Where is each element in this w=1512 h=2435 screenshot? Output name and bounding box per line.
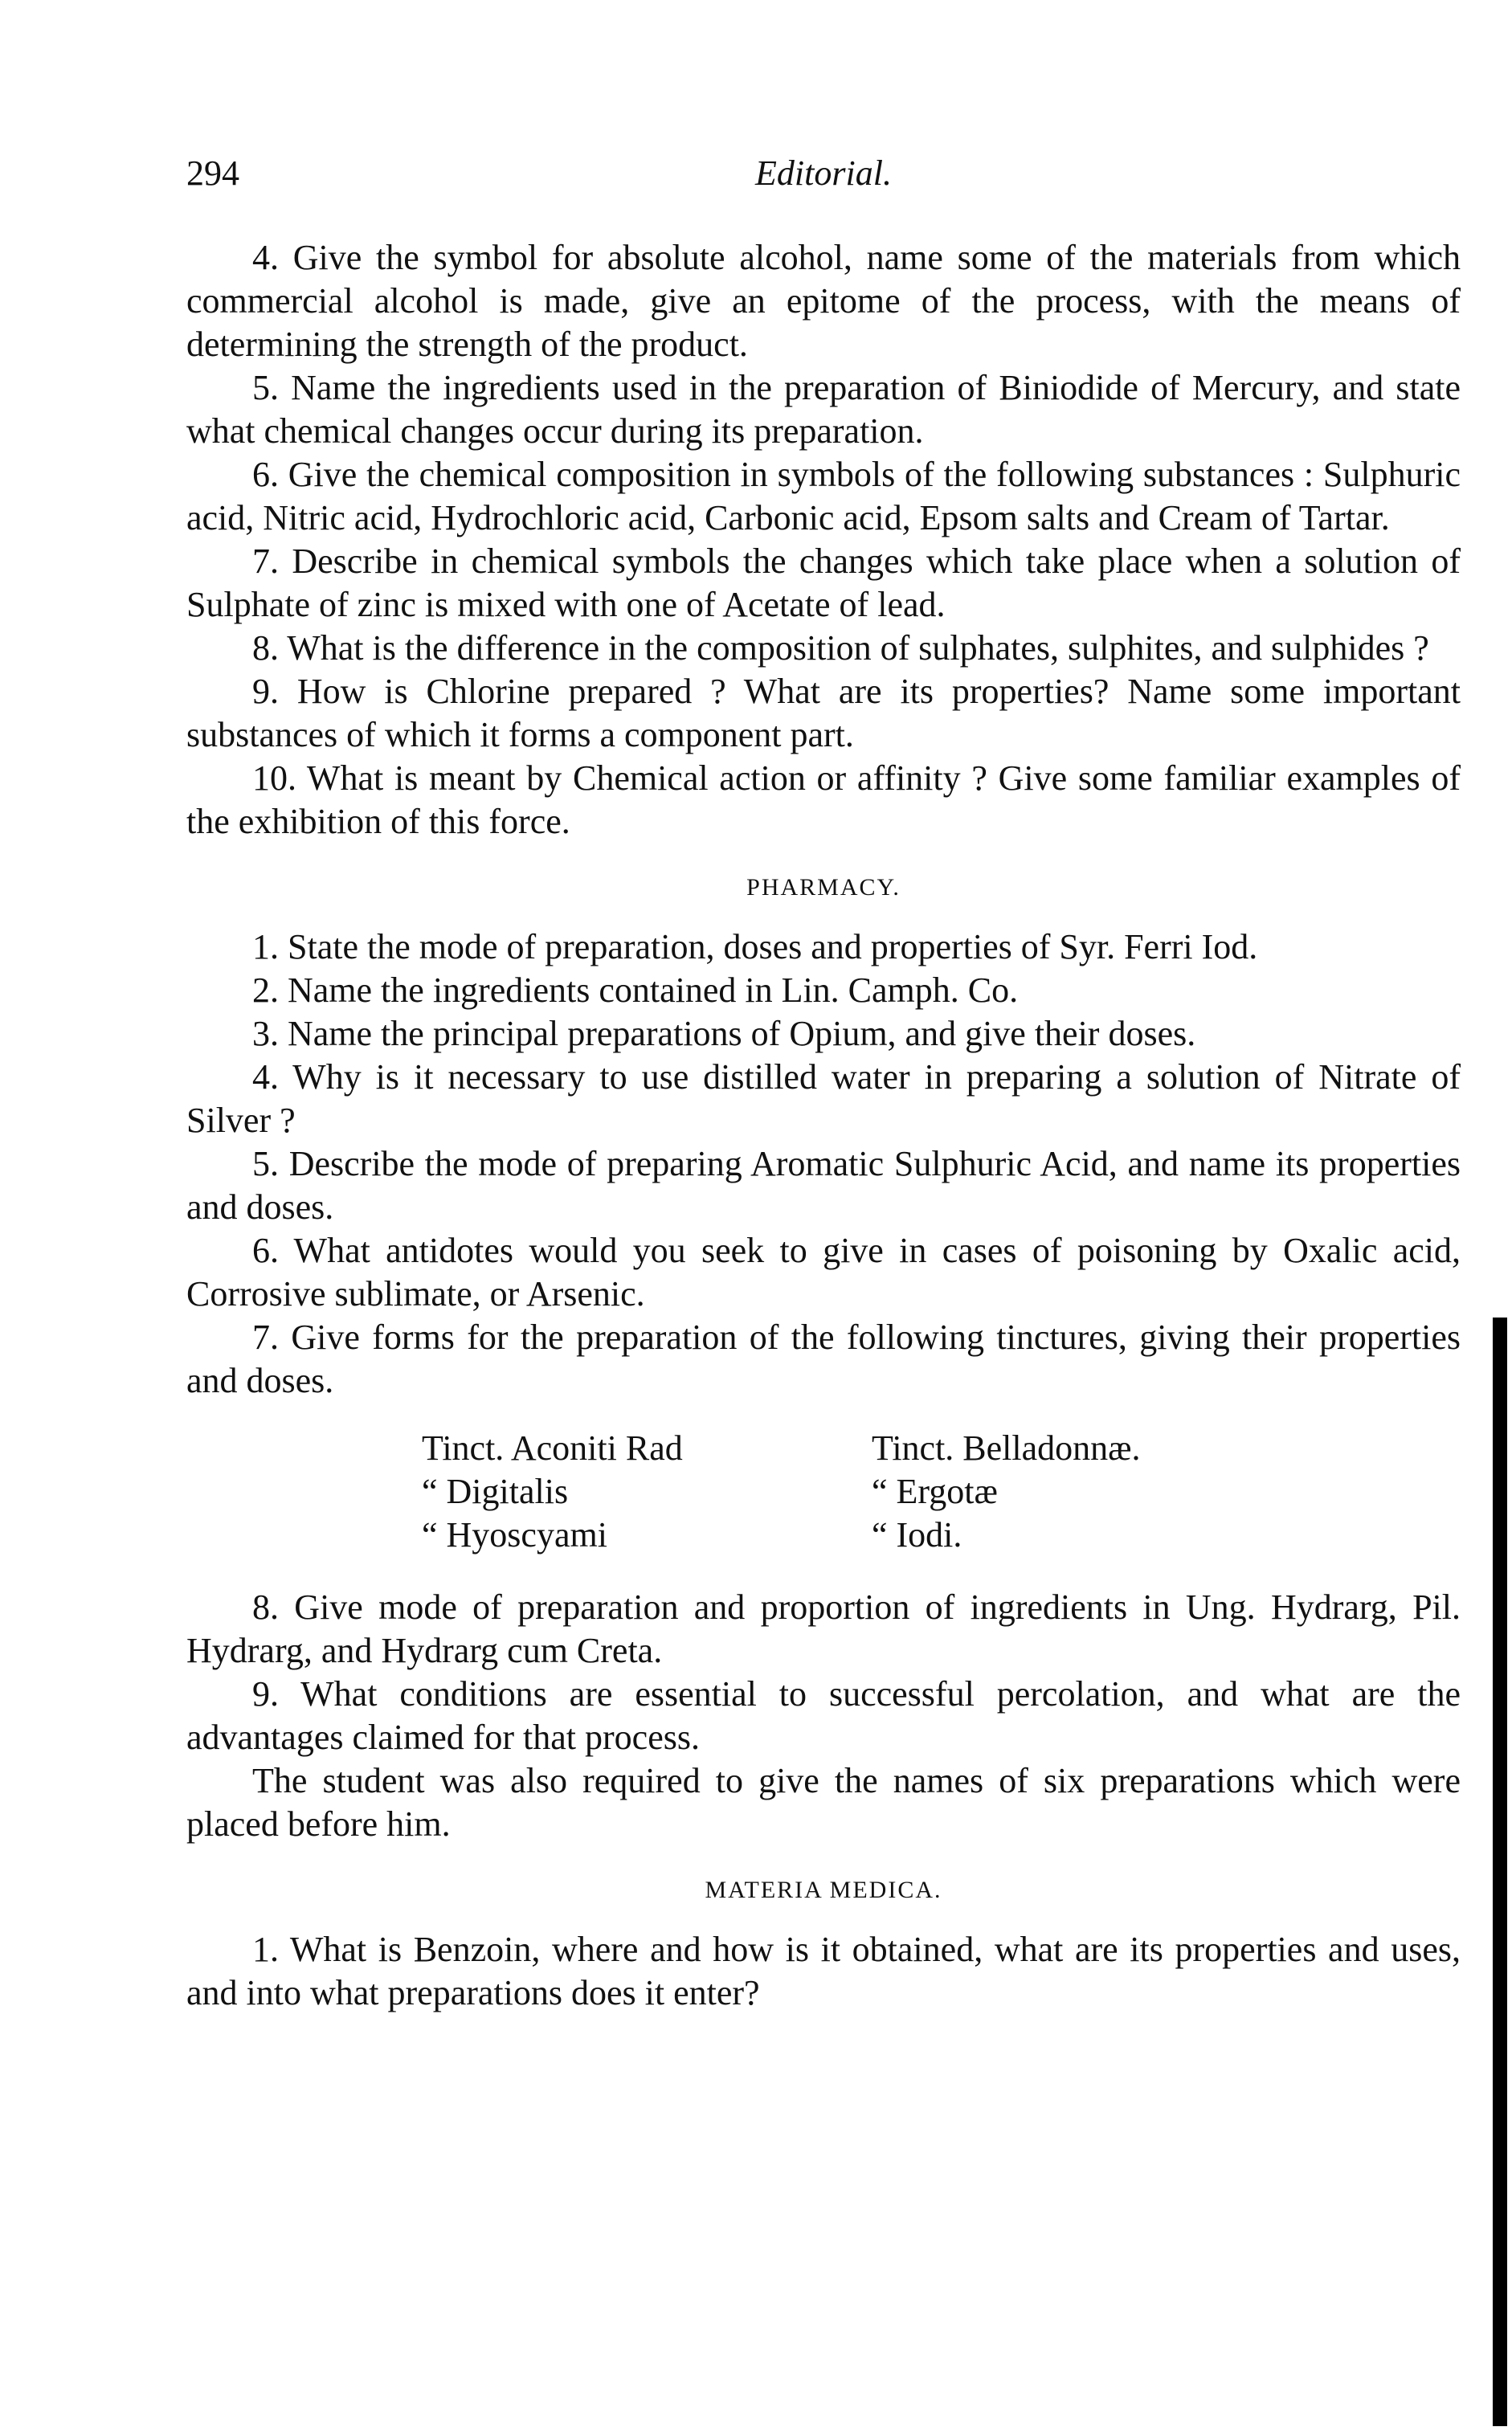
tincture-left: Tinct. Aconiti Rad xyxy=(422,1428,683,1468)
question-paragraph: The student was also required to give the names of six preparations which were placed before him. xyxy=(186,1761,1461,1844)
page xyxy=(186,153,1461,2015)
running-head xyxy=(186,153,1461,209)
question-paragraph: 9. How is Chlorine prepared ? What are its properties? Name some important substances of which it forms a component part. xyxy=(186,672,1461,754)
tincture-left: “ Digitalis xyxy=(422,1472,569,1511)
tincture-right: Tinct. Belladonnæ. xyxy=(872,1428,1141,1468)
question-paragraph: 1. State the mode of preparation, doses and properties of Syr. Ferri Iod. xyxy=(252,927,1258,966)
question-paragraph: 5. Describe the mode of preparing Aromatic Sulphuric Acid, and name its properties and doses. xyxy=(186,1144,1461,1227)
running-title: Editorial. xyxy=(755,153,892,193)
page-number: 294 xyxy=(186,153,239,193)
question-paragraph: 2. Name the ingredients contained in Lin. Camph. Co. xyxy=(252,970,1019,1010)
question-paragraph: 3. Name the principal preparations of Opium, and give their doses. xyxy=(252,1014,1196,1053)
pharmacy-questions xyxy=(186,925,1461,1846)
question-paragraph: 5. Name the ingredients used in the preparation of Biniodide of Mercury, and state what chemical changes occur during its preparation. xyxy=(186,368,1461,451)
question-paragraph: 10. What is meant by Chemical action or affinity ? Give some familiar examples of the exhibition of this force. xyxy=(186,758,1461,841)
question-paragraph: 7. Give forms for the preparation of the following tinctures, giving their properties and doses. xyxy=(186,1318,1461,1400)
question-paragraph: 8. What is the difference in the composition of sulphates, sulphites, and sulphides ? xyxy=(252,628,1429,668)
scan-edge-bar xyxy=(1493,1318,1507,2426)
tincture-right: “ Iodi. xyxy=(872,1515,962,1555)
tinctures-row xyxy=(186,1514,1461,1557)
tinctures-row xyxy=(186,1427,1461,1470)
pharmacy-heading: PHARMACY. xyxy=(746,874,901,901)
tinctures-row xyxy=(186,1470,1461,1514)
materia-medica-heading: MATERIA MEDICA. xyxy=(705,1877,942,1903)
question-paragraph: 1. What is Benzoin, where and how is it obtained, what are its properties and uses, and into what preparations does it enter? xyxy=(186,1930,1461,2012)
tincture-left: “ Hyoscyami xyxy=(422,1515,607,1555)
chemistry-questions xyxy=(186,236,1461,844)
question-paragraph: 4. Why is it necessary to use distilled water in preparing a solution of Nitrate of Silver ? xyxy=(186,1057,1461,1140)
question-paragraph: 6. What antidotes would you seek to give in cases of poisoning by Oxalic acid, Corrosive sublimate, or Arsenic. xyxy=(186,1231,1461,1314)
tinctures-table xyxy=(186,1427,1461,1557)
tincture-right: “ Ergotæ xyxy=(872,1472,998,1511)
question-paragraph: 6. Give the chemical composition in symbols of the following substances : Sulphuric acid, Nitric acid, Hydrochloric acid, Carbonic acid, Epsom salts and Cream of Tartar. xyxy=(186,455,1461,537)
question-paragraph: 4. Give the symbol for absolute alcohol, name some of the materials from which commercial alcohol is made, give an epitome of the process, with the means of determining the strength of the product. xyxy=(186,238,1461,364)
question-paragraph: 7. Describe in chemical symbols the changes which take place when a solution of Sulphate of zinc is mixed with one of Acetate of lead. xyxy=(186,541,1461,624)
question-paragraph: 9. What conditions are essential to successful percolation, and what are the advantages claimed for that process. xyxy=(186,1674,1461,1757)
question-paragraph: 8. Give mode of preparation and proportion of ingredients in Ung. Hydrarg, Pil. Hydrarg, and Hydrarg cum Creta. xyxy=(186,1587,1461,1670)
materia-medica-questions xyxy=(186,1928,1461,2015)
